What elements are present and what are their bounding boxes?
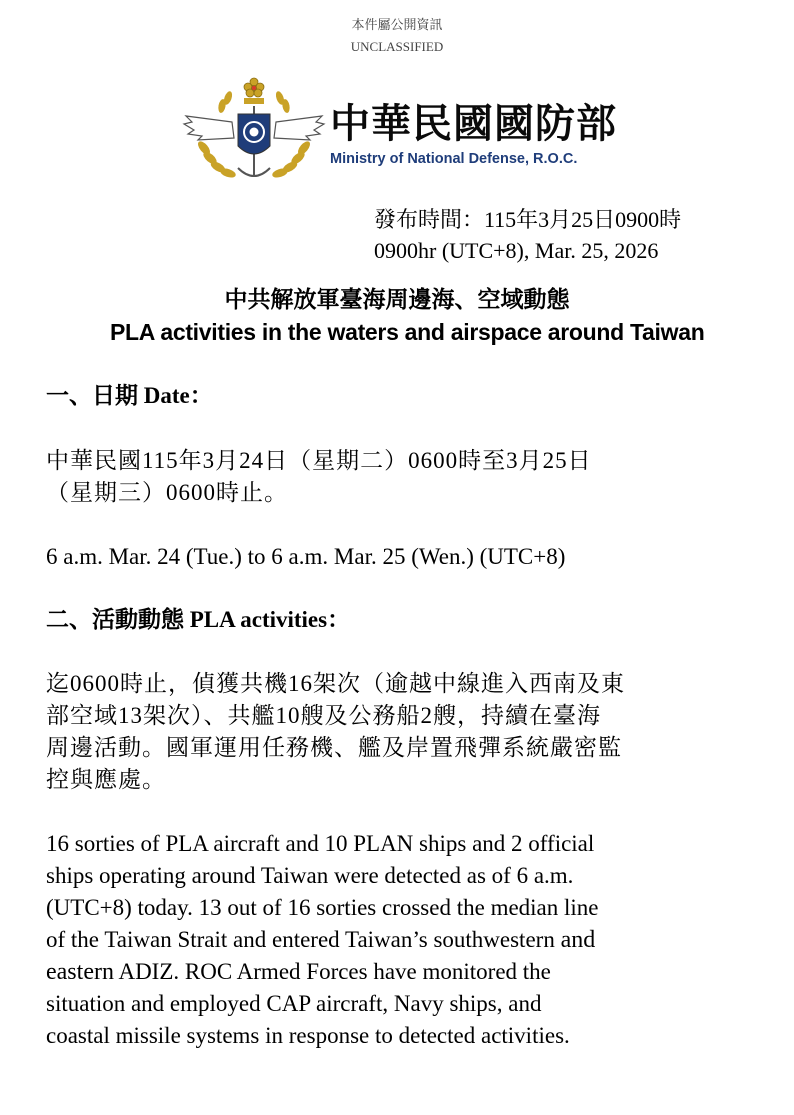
section2-en-line: 16 sorties of PLA aircraft and 10 PLAN ships and 2 official — [46, 831, 595, 856]
section2-en-line: (UTC+8) today. 13 out of 16 sorties crossed the median line — [46, 895, 599, 920]
ministry-name-en: Ministry of National Defense, R.O.C. — [330, 151, 578, 167]
section2-heading: 二、活動動態 PLA activities： — [46, 607, 351, 632]
title-zh: 中共解放軍臺海周邊海、空域動態 — [224, 287, 570, 312]
en-text: ADIZ. ROC Armed Forces have monitored the — [118, 959, 551, 984]
ministry-emblem-logo — [182, 76, 326, 188]
classification-zh: 本件屬公開資訊 — [351, 17, 443, 32]
section2-en-line: coastal missile systems in response to detected activities. — [46, 1023, 570, 1048]
section2-en-line: situation and employed CAP aircraft, Navy ships, and — [46, 991, 542, 1016]
en-text: and — [560, 927, 596, 953]
section2-zh-line: 周邊活動。國軍運用任務機、艦及岸置飛彈系統嚴密監 — [46, 735, 622, 760]
section2-zh-line: 控與應處。 — [46, 767, 166, 792]
section2-en-line — [46, 956, 756, 988]
ministry-name-zh: 中華民國國防部 — [330, 101, 617, 147]
section2-zh-line: 迄0600時止，偵獲共機16架次（逾越中線進入西南及東 — [46, 671, 625, 696]
section2-en-line: ships operating around Taiwan were detected as of 6 a.m. — [46, 863, 574, 888]
section1-zh-line2: （星期三）0600時止。 — [46, 480, 288, 505]
release-time-zh: 發布時間：115年3月25日0900時 — [374, 207, 682, 232]
title-en: PLA activities in the waters and airspace around Taiwan — [110, 319, 705, 345]
section1-heading: 一、日期 Date： — [46, 383, 213, 408]
classification-en: UNCLASSIFIED — [350, 39, 444, 54]
en-text: eastern — [46, 959, 114, 985]
section2-zh-line: 部空域13架次）、共艦10艘及公務船2艘，持續在臺海 — [46, 703, 601, 728]
section1-zh-line1: 中華民國115年3月24日（星期二）0600時至3月25日 — [46, 448, 592, 473]
section1-en: 6 a.m. Mar. 24 (Tue.) to 6 a.m. Mar. 25 (Wen.) (UTC+8) — [46, 544, 566, 569]
en-text: of the Taiwan Strait and entered Taiwan’s southwestern — [46, 927, 555, 952]
section2-en-line — [46, 924, 756, 956]
release-time-en: 0900hr (UTC+8), Mar. 25, 2026 — [374, 238, 659, 263]
